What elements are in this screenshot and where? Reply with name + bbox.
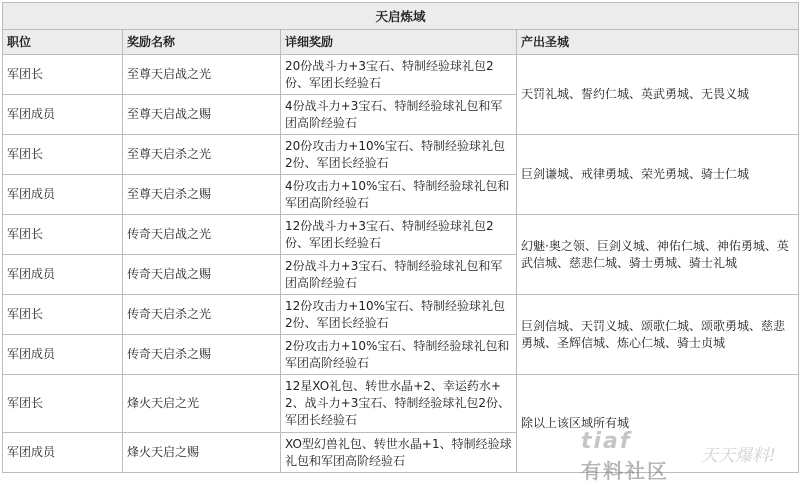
- table-row: [3, 375, 799, 433]
- cell-position: 军团成员: [3, 433, 123, 473]
- reward-table: [2, 2, 799, 473]
- cell-detail: 12星XO礼包、转世水晶+2、幸运药水+2、战斗力+3宝石、特制经验球礼包2份、军团长经验石: [281, 375, 517, 433]
- table-row: [3, 295, 799, 335]
- cell-position: 军团成员: [3, 335, 123, 375]
- cell-detail: 4份攻击力+10%宝石、特制经验球礼包和军团高阶经验石: [281, 175, 517, 215]
- cell-reward-name: 至尊天启战之赐: [123, 95, 281, 135]
- cell-detail: 2份攻击力+10%宝石、特制经验球礼包和军团高阶经验石: [281, 335, 517, 375]
- cell-detail: 20份攻击力+10%宝石、特制经验球礼包2份、军团长经验石: [281, 135, 517, 175]
- watermark-logo: tiaf: [581, 429, 632, 454]
- cell-detail: 12份攻击力+10%宝石、特制经验球礼包2份、军团长经验石: [281, 295, 517, 335]
- header-reward-name: 奖励名称: [123, 30, 281, 55]
- cell-position: 军团长: [3, 375, 123, 433]
- cell-position: 军团长: [3, 295, 123, 335]
- header-position: 职位: [3, 30, 123, 55]
- cell-output-city: 天罚礼城、誓约仁城、英武勇城、无畏义城: [517, 55, 799, 135]
- table-row: [3, 55, 799, 95]
- table-title-row: [3, 3, 799, 30]
- cell-output-city: 巨剑谦城、戒律勇城、荣光勇城、骑士仁城: [517, 135, 799, 215]
- cell-detail: 2份战斗力+3宝石、特制经验球礼包和军团高阶经验石: [281, 255, 517, 295]
- cell-output-city: 巨剑信城、天罚义城、颂歌仁城、颂歌勇城、慈悲勇城、圣辉信城、炼心仁城、骑士贞城: [517, 295, 799, 375]
- cell-reward-name: 至尊天启杀之光: [123, 135, 281, 175]
- header-detail: 详细奖励: [281, 30, 517, 55]
- cell-reward-name: 传奇天启战之光: [123, 215, 281, 255]
- cell-position: 军团长: [3, 55, 123, 95]
- cell-detail: XO型幻兽礼包、转世水晶+1、特制经验球礼包和军团高阶经验石: [281, 433, 517, 473]
- cell-reward-name: 至尊天启杀之赐: [123, 175, 281, 215]
- watermark-script: 天天爆料!: [701, 446, 776, 466]
- table-row: [3, 135, 799, 175]
- cell-detail: 20份战斗力+3宝石、特制经验球礼包2份、军团长经验石: [281, 55, 517, 95]
- table-title: 天启炼域: [3, 3, 799, 30]
- cell-reward-name: 烽火天启之光: [123, 375, 281, 433]
- cell-reward-name: 传奇天启战之赐: [123, 255, 281, 295]
- cell-reward-name: 传奇天启杀之光: [123, 295, 281, 335]
- table-header-row: [3, 30, 799, 55]
- table-row: [3, 215, 799, 255]
- cell-position: 军团成员: [3, 175, 123, 215]
- cell-reward-name: 至尊天启战之光: [123, 55, 281, 95]
- watermark-text: 有料社区: [581, 459, 669, 483]
- cell-output-city: 幻魅·奥之领、巨剑义城、神佑仁城、神佑勇城、英武信城、慈悲仁城、骑士勇城、骑士礼城: [517, 215, 799, 295]
- cell-output-city: 除以上该区域所有城: [517, 375, 799, 473]
- cell-detail: 12份战斗力+3宝石、特制经验球礼包2份、军团长经验石: [281, 215, 517, 255]
- cell-reward-name: 传奇天启杀之赐: [123, 335, 281, 375]
- cell-position: 军团成员: [3, 255, 123, 295]
- cell-detail: 4份战斗力+3宝石、特制经验球礼包和军团高阶经验石: [281, 95, 517, 135]
- cell-position: 军团长: [3, 135, 123, 175]
- header-output-city: 产出圣城: [517, 30, 799, 55]
- cell-position: 军团成员: [3, 95, 123, 135]
- cell-position: 军团长: [3, 215, 123, 255]
- cell-reward-name: 烽火天启之赐: [123, 433, 281, 473]
